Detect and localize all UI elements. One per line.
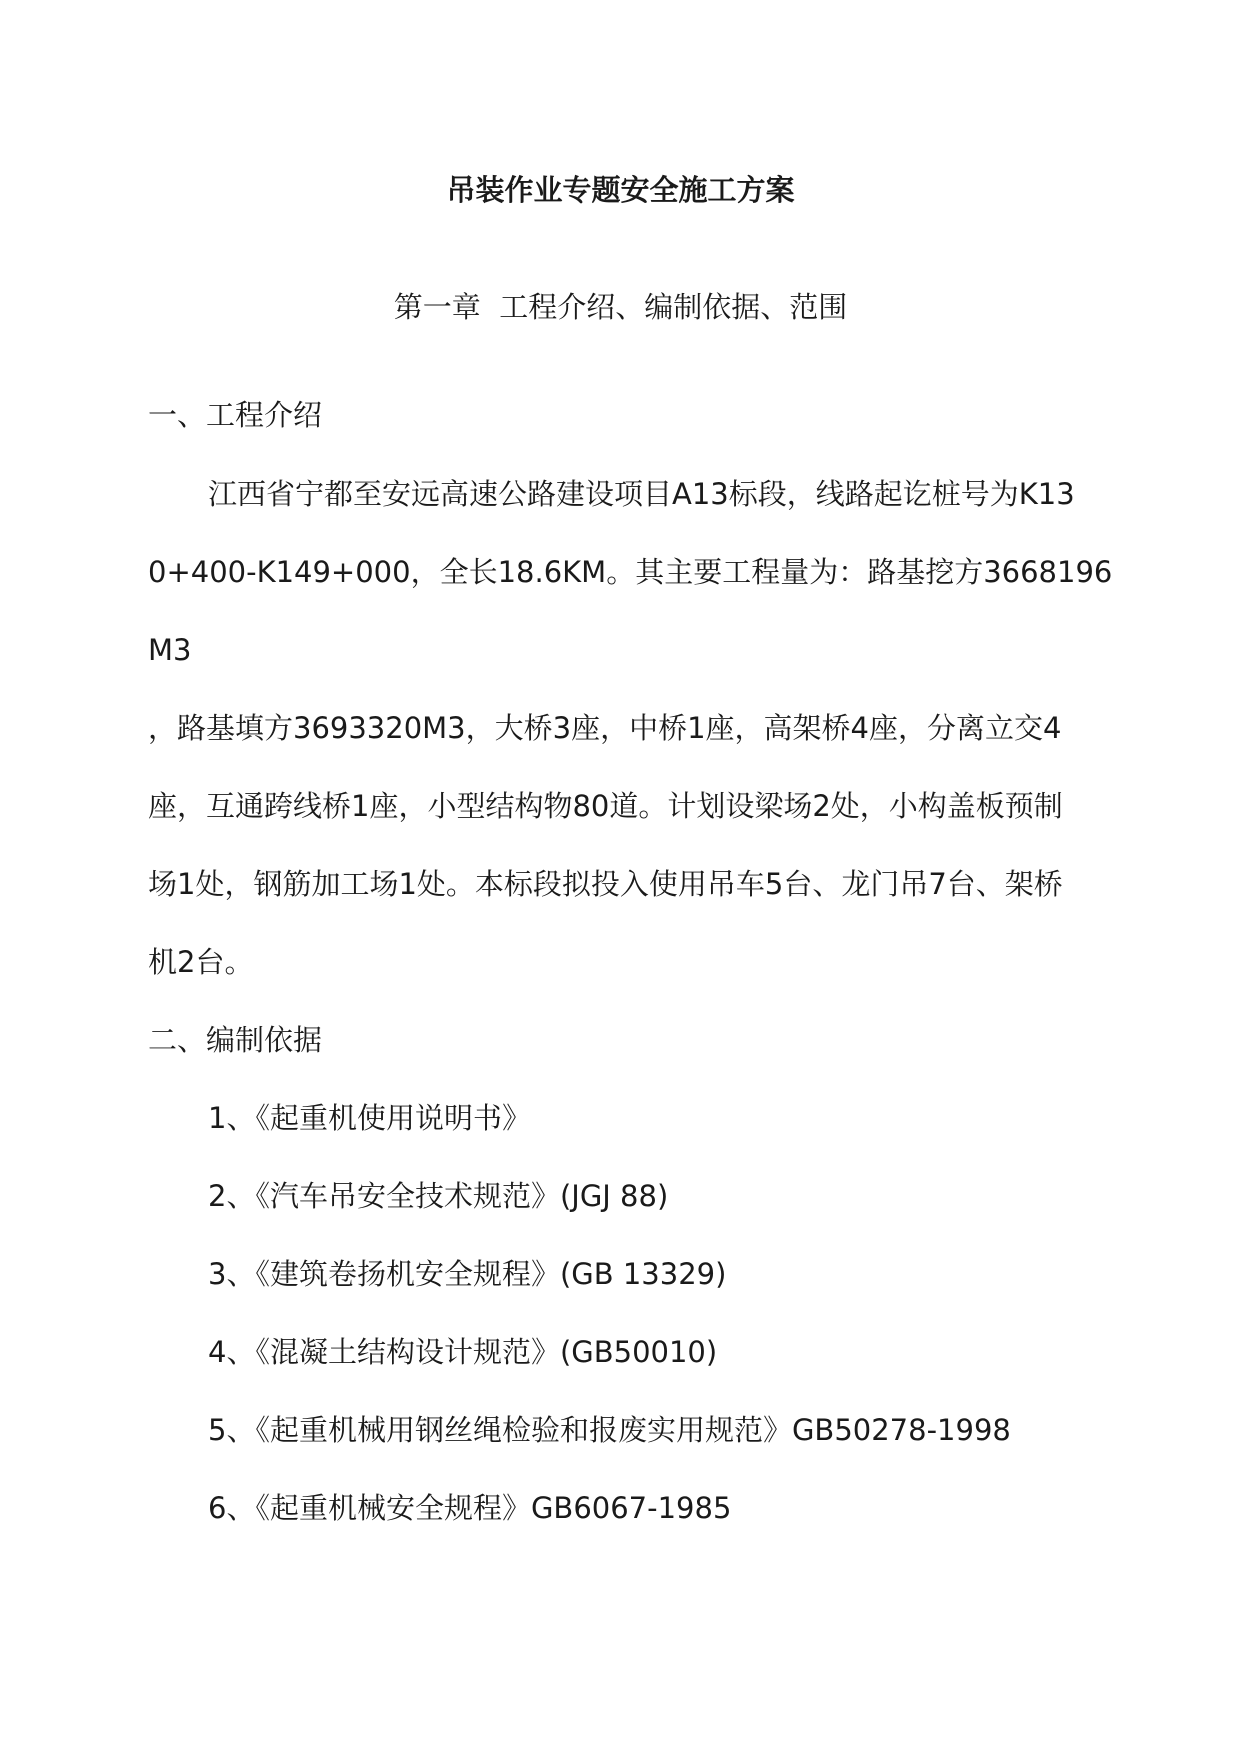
section-heading-basis: 二、编制依据: [148, 1023, 323, 1057]
paragraph-line: 座，互通跨线桥1座，小型结构物80道。计划设梁场2处，小构盖板预制: [148, 789, 1063, 823]
section-heading-intro: 一、工程介绍: [148, 398, 323, 432]
paragraph-line: 江西省宁都至安远高速公路建设项目A13标段，线路起讫桩号为K13: [208, 477, 1075, 511]
reference-item: 5、《起重机械用钢丝绳检验和报废实用规范》GB50278-1998: [208, 1413, 1011, 1447]
reference-item: 1、《起重机使用说明书》: [208, 1101, 531, 1135]
paragraph-line: 0+400-K149+000，全长18.6KM。其主要工程量为：路基挖方3668196: [148, 555, 1113, 589]
reference-item: 6、《起重机械安全规程》GB6067-1985: [208, 1491, 732, 1525]
document-title: 吊装作业专题安全施工方案: [446, 173, 795, 207]
paragraph-line: ，路基填方3693320M3，大桥3座，中桥1座，高架桥4座，分离立交4: [148, 711, 1062, 745]
paragraph-line: M3: [148, 633, 192, 667]
paragraph-line: 场1处，钢筋加工场1处。本标段拟投入使用吊车5台、龙门吊7台、架桥: [148, 867, 1063, 901]
chapter-title: 第一章 工程介绍、编制依据、范围: [393, 290, 848, 324]
reference-item: 3、《建筑卷扬机安全规程》(GB 13329): [208, 1257, 727, 1291]
reference-item: 4、《混凝土结构设计规范》(GB50010): [208, 1335, 718, 1369]
reference-item: 2、《汽车吊安全技术规范》(JGJ 88): [208, 1179, 669, 1213]
paragraph-line: 机2台。: [148, 945, 254, 979]
